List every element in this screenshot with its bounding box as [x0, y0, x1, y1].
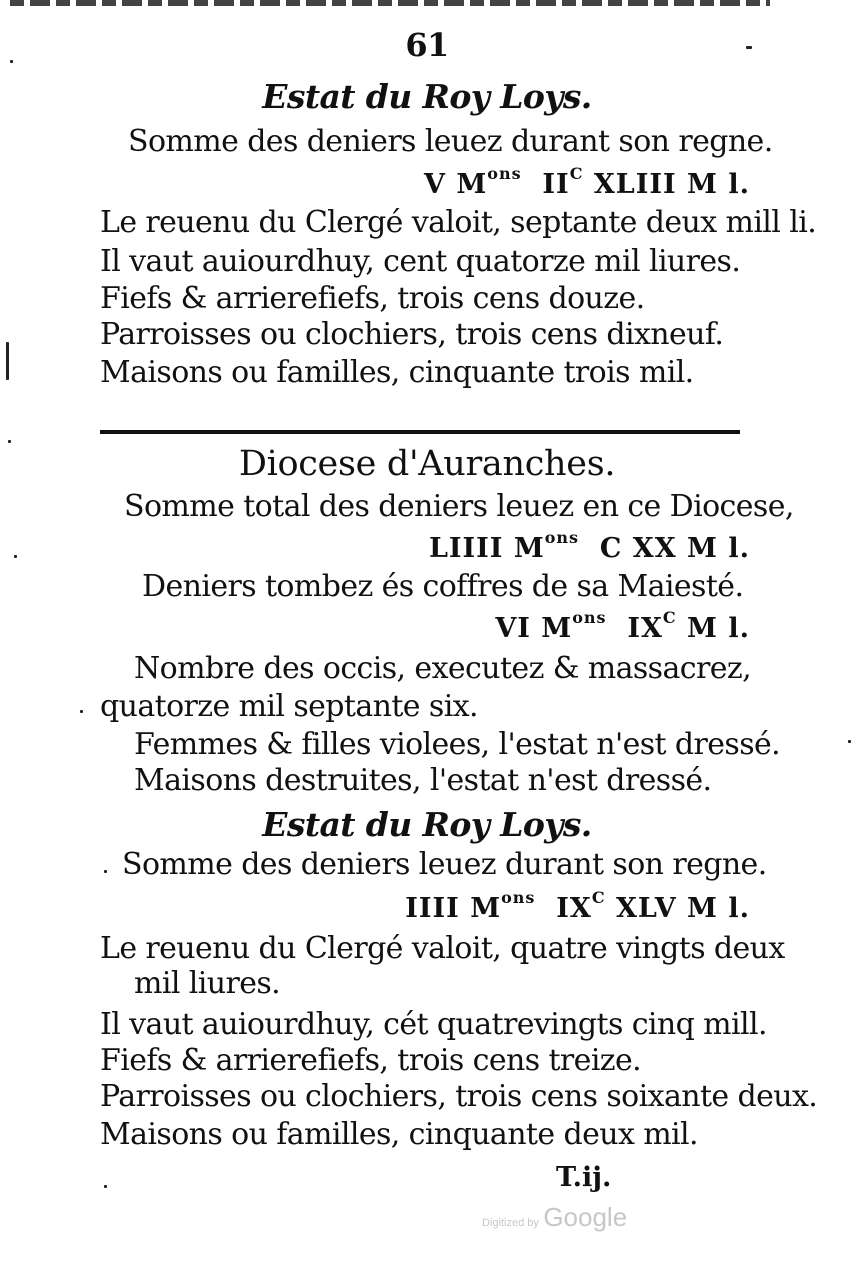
section3-line-5: Fiefs & arrierefiefs, trois cens treize. [100, 1043, 642, 1078]
section2-line-2: Deniers tombez és coffres de sa Maiesté. [142, 569, 744, 604]
section2-amount-2: VI $M^{ons}$ $IX^C$ M l. [495, 608, 750, 644]
section1-line-6: Maisons ou familles, cinquante trois mil. [100, 355, 694, 390]
section1-line-1: Somme des deniers leuez durant son regne. [128, 124, 773, 159]
section1-amount: V $M^{ons}$ $II^C$ XLIII M l. [424, 164, 750, 200]
scan-speck [80, 710, 83, 713]
google-watermark: Digitized by Google [482, 1202, 628, 1232]
section1-line-3: Il vaut auiourdhuy, cent quatorze mil liures. [100, 244, 741, 279]
section1-line-4: Fiefs & arrierefiefs, trois cens douze. [100, 281, 645, 316]
scan-speck [104, 1185, 107, 1188]
scan-speck [10, 60, 13, 63]
section3-line-4: Il vaut auiourdhuy, cét quatrevingts cinq mill. [100, 1007, 767, 1042]
section1-line-5: Parroisses ou clochiers, trois cens dixneuf. [100, 317, 724, 352]
signature-mark: T.ij. [556, 1162, 612, 1193]
section2-line-1: Somme total des deniers leuez en ce Diocese, [124, 489, 794, 524]
scan-speck [14, 555, 17, 558]
section3-line-2: Le reuenu du Clergé valoit, quatre vingts deux [100, 931, 785, 966]
section2-line-6: Maisons destruites, l'estat n'est dressé. [134, 763, 712, 798]
scan-speck [848, 740, 851, 743]
section2-line-3: Nombre des occis, executez & massacrez, [134, 651, 752, 686]
section3-line-7: Maisons ou familles, cinquante deux mil. [100, 1117, 698, 1152]
section3-line-6: Parroisses ou clochiers, trois cens soixante deux. [100, 1079, 818, 1114]
scan-speck [6, 342, 9, 380]
scan-speck [746, 46, 752, 49]
scan-speck [8, 440, 11, 443]
section1-line-2: Le reuenu du Clergé valoit, septante deux mill li. [100, 205, 817, 240]
section3-heading: Estat du Roy Loys. [262, 805, 592, 844]
page-number: 61 [405, 26, 449, 64]
section2-amount-1: LIIII $M^{ons}$ C XX M l. [428, 528, 750, 564]
cropped-previous-line [10, 0, 770, 6]
section1-heading: Estat du Roy Loys. [262, 77, 592, 116]
section-divider-rule [100, 430, 740, 434]
section3-amount: IIII $M^{ons}$ $IX^C$ XLV M l. [405, 888, 750, 924]
section2-title: Diocese d'Auranches. [238, 444, 616, 484]
section3-line-3: mil liures. [134, 966, 281, 1001]
section3-line-1: Somme des deniers leuez durant son regne. [122, 847, 767, 882]
scan-speck [104, 870, 107, 873]
section2-line-4: quatorze mil septante six. [100, 689, 478, 724]
section2-line-5: Femmes & filles violees, l'estat n'est dressé. [134, 727, 781, 762]
